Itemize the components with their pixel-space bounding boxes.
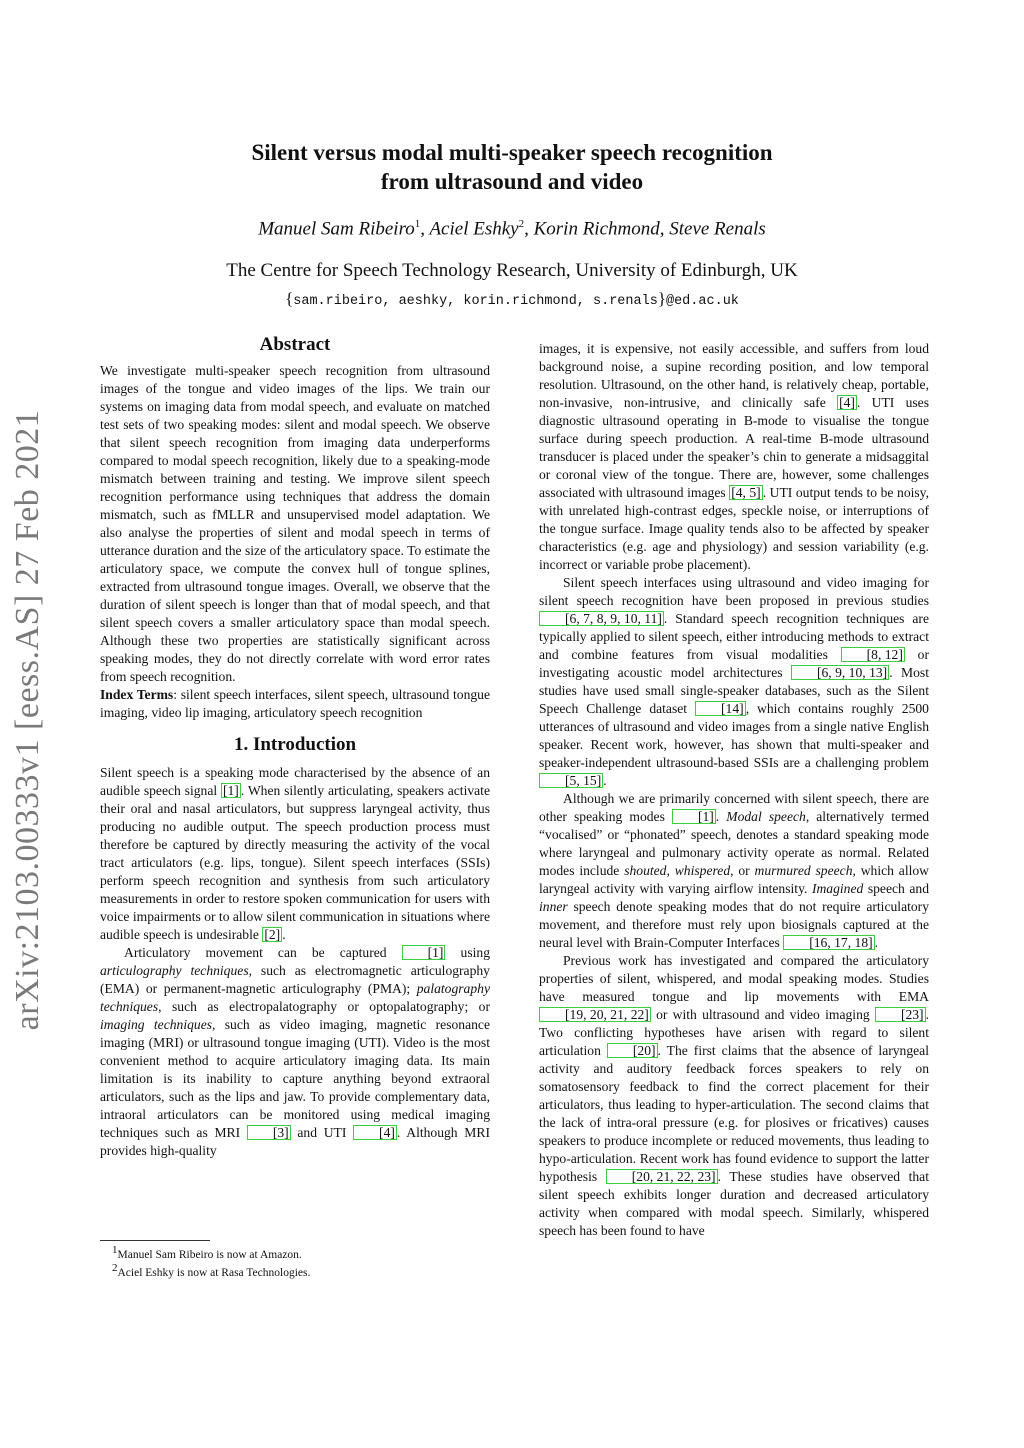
text-run: Articulatory movement can be captured — [124, 945, 402, 960]
emphasis: shouted — [624, 863, 667, 878]
text-run: , or — [730, 863, 755, 878]
text-run: Although we are primarily concerned with silent speech, there are other speaking modes — [539, 791, 929, 824]
right-paragraph-1 — [539, 340, 929, 574]
footnote-marker: 1 — [112, 1244, 118, 1256]
text-run: Silent speech interfaces using ultrasound and video imaging for silent speech recognition have been proposed in previous studies — [539, 575, 929, 608]
emphasis: Modal speech — [726, 809, 806, 824]
arxiv-stamp-text: arXiv:2103.00333v1 [eess.AS] 27 Feb 2021 — [9, 409, 46, 1031]
text-run: . Although MRI provides high-quality — [100, 1125, 490, 1158]
text-run: , such as video imaging, magnetic resonance imaging (MRI) or ultrasound tongue imaging (UTI). Video is the most convenient method to acquire articulatory imaging data. Its main limitation is its inability to capture anything beyond extraoral articulators, such as the lips and jaw. To provide complementary data, intraoral articulators can be monitored using medical imaging techniques such as MRI — [100, 1017, 490, 1140]
emphasis: inner — [539, 899, 568, 914]
citation-link[interactable]: [20] — [607, 1043, 658, 1058]
author-list: Manuel Sam Ribeiro$^1$, Aciel Eshky$^2$, Korin Richmond, Steve Renals — [258, 218, 766, 240]
text-run: using — [445, 945, 490, 960]
right-paragraph-2 — [539, 574, 929, 790]
emphasis: Imagined — [811, 881, 864, 896]
citation-link[interactable]: [6, 9, 10, 13] — [791, 665, 889, 680]
title-line-2: from ultrasound and video — [380, 169, 644, 194]
citation-link[interactable]: [4] — [839, 395, 855, 410]
text-run: . Two conflicting hypotheses have arisen with regard to silent articulation — [539, 1007, 929, 1058]
text-run: and UTI — [290, 1125, 354, 1140]
text-run: . UTI output tends to be noisy, with unrelated high-contrast edges, speckle noise, or interruptions of the tongue surface. Image quality tends also to be affected by speaker characteristics (e.g. age and physiology) and session variability (e.g. incorrect or variable probe placement). — [539, 485, 929, 572]
text-run: , which contains roughly 2500 utterances of ultrasound and video images from a single native English speaker. Recent work, however, has shown that multi-speaker and speaker-independent ultrasound-based SSIs are a challenging problem — [539, 701, 929, 770]
emphasis: imaging techniques — [100, 1017, 213, 1032]
citation-link[interactable]: [5, 15] — [539, 773, 603, 788]
text-run: , such as electromagnetic articulography (EMA) or permanent-magnetic articulography (PMA); — [100, 963, 490, 996]
citation-link[interactable]: [4] — [353, 1125, 397, 1140]
title-line-1: Silent versus modal multi-speaker speech recognition — [251, 140, 773, 165]
author-2: Aciel Eshky — [429, 218, 519, 240]
text-run: . The first claims that the absence of laryngeal activity and auditory feedback forces speakers to rely on somatosensory feedback to find the correct placement for their articulators, thus leading to hyper-articulation. The second claims that the lack of intra-oral pressure (e.g. for plosives or fricatives) causes speakers to produce incomplete or reduced movements, thus leading to hypo-articulation. Recent work has found evidence to support the latter hypothesis — [539, 1043, 929, 1184]
paper-title — [150, 138, 874, 196]
citation-link[interactable]: [3] — [247, 1125, 291, 1140]
email-domain: @ed.ac.uk — [665, 294, 739, 309]
citation-link[interactable]: [2] — [264, 927, 281, 942]
footnote-1 — [112, 1244, 302, 1261]
citation-link[interactable]: [19, 20, 21, 22] — [539, 1007, 651, 1022]
left-column — [100, 336, 490, 1160]
abstract-heading: Abstract — [259, 334, 331, 355]
text-run: . These studies have observed that silent speech exhibits longer duration and decreased articulatory activity when compared with modal speech. Similarly, whispered speech has been found to have — [539, 1169, 929, 1238]
citation-link[interactable]: [1] — [402, 945, 446, 960]
citation-link[interactable]: [16, 17, 18] — [783, 935, 874, 950]
right-column — [539, 340, 929, 1240]
author-1-sup: 1 — [414, 218, 421, 230]
citation-link[interactable]: [8, 12] — [841, 647, 905, 662]
author-2-sup: 2 — [518, 218, 525, 230]
author-1: Manuel Sam Ribeiro — [258, 218, 415, 240]
abstract-text: We investigate multi-speaker speech recognition from ultrasound images of the tongue and video images of the lips. We train our systems on imaging data from modal speech, and evaluate on matched test sets of two speaking modes: silent and modal speech. We observe that silent speech recognition from imaging data underperforms compared to modal speech recognition, likely due to a speaking-mode mismatch between training and testing. We improve silent speech recognition performance using techniques that address the domain mismatch, such as fMLLR and unsupervised model adaptation. We also analyse the properties of silent and modal speech in terms of utterance duration and the size of the articulatory space. To estimate the articulatory space, we compute the convex hull of tongue splines, extracted from ultrasound tongue images. Overall, we observe that the duration of silent speech is longer than that of modal speech, and that silent speech covers a smaller articulatory space than modal speech. Although these two properties are statistically significant across speaking modes, they do not directly correlate with word error rates from speech recognition. — [100, 363, 490, 684]
index-terms-label: Index Terms — [100, 687, 174, 702]
text-run: , — [666, 863, 675, 878]
citation-link[interactable]: [1] — [672, 809, 716, 824]
text-run: . When silently articulating, speakers activate their oral and nasal articulators, but suppress laryngeal activity, thus producing no audible output. The speech production process must therefore be captured by directly measuring the activity of the vocal tract articulators (e.g. lips, tongue). Silent speech interfaces (SSIs) perform speech recognition and synthesis from such articulatory measurements in order to restore spoken communication for users with voice impairments or to allow silent communication in situations where audible speech is undesirable — [100, 783, 490, 942]
emphasis: whispered — [674, 863, 731, 878]
footnote-rule — [100, 1240, 210, 1241]
emphasis: murmured speech — [754, 863, 853, 878]
text-run: , which allow laryngeal activity with varying airflow intensity. — [539, 863, 929, 896]
text-run: or with ultrasound and video imaging — [650, 1007, 875, 1022]
citation-link[interactable]: [6, 7, 8, 9, 10, 11] — [539, 611, 664, 626]
citation-link[interactable]: [20, 21, 22, 23] — [606, 1169, 718, 1184]
citation-link[interactable]: [1] — [222, 783, 239, 798]
text-run: . — [603, 773, 607, 788]
footnote-2 — [112, 1262, 310, 1279]
footnote-text: Aciel Eshky is now at Rasa Technologies. — [117, 1266, 311, 1279]
text-run: . — [874, 935, 879, 950]
intro-paragraph-1 — [100, 764, 490, 944]
text-run: . Most studies have used small single-speaker databases, such as the Silent Speech Challenge dataset — [539, 665, 929, 716]
intro-heading: 1. Introduction — [233, 734, 357, 755]
author-rest: , Korin Richmond, Steve Renals — [524, 218, 766, 240]
intro-paragraph-2 — [100, 944, 490, 1160]
text-run: . UTI uses diagnostic ultrasound operating in B-mode to visualise the tongue surface during speech production. A real-time B-mode ultrasound transducer is placed under the speaker’s chin to generate a midsaggital or coronal view of the tongue. There are, however, some challenges associated with ultrasound images — [539, 395, 929, 500]
right-paragraph-3 — [539, 790, 929, 952]
footnote-marker: 2 — [112, 1262, 118, 1274]
text-run: Silent speech is a speaking mode characterised by the absence of an audible speech signal — [100, 765, 490, 798]
emphasis: palatography techniques — [100, 981, 490, 1014]
citation-link[interactable]: [4, 5] — [731, 485, 761, 500]
text-run: images, it is expensive, not easily accessible, and suffers from loud background noise, a supine recording position, and low temporal resolution. Ultrasound, on the other hand, is relatively cheap, portable, non-invasive, non-intrusive, and clinically safe — [539, 341, 929, 410]
text-run: Previous work has investigated and compared the articulatory properties of silent, whispered, and modal speaking modes. Studies have measured tongue and lip movements with EMA — [539, 953, 929, 1004]
citation-link[interactable]: [14] — [695, 701, 746, 716]
text-run: speech denote speaking modes that do not require articulatory movement, and therefore must rely upon biosignals captured at the neural level with Brain-Computer Interfaces — [539, 899, 929, 950]
text-run: speech and — [863, 881, 929, 896]
text-run: , alternatively termed “vocalised” or “phonated” speech, denotes a standard speaking mode where laryngeal and pulmonary activity operate as normal. Related modes include — [539, 809, 930, 878]
email-names: sam.ribeiro, aeshky, korin.richmond, s.renals — [293, 294, 658, 309]
text-run: . — [715, 809, 727, 824]
index-terms-text: : silent speech interfaces, silent speech, ultrasound tongue imaging, video lip imaging, articulatory speech recognition — [100, 687, 490, 720]
text-run: . — [282, 927, 286, 942]
affiliation: The Centre for Speech Technology Research, University of Edinburgh, UK — [226, 260, 798, 281]
index-terms — [100, 686, 490, 722]
right-paragraph-4 — [539, 952, 929, 1240]
footnote-text: Manuel Sam Ribeiro is now at Amazon. — [117, 1248, 302, 1261]
email-line: {sam.ribeiro, aeshky, korin.richmond, s.renals}@ed.ac.uk — [285, 289, 739, 309]
text-run: , such as electropalatography or optopalatography; or — [158, 999, 490, 1014]
emphasis: articulography techniques — [100, 963, 249, 978]
text-run: . Standard speech recognition techniques are typically applied to silent speech, either introducing methods to extract and combine features from visual modalities — [539, 611, 929, 662]
text-run: or investigating acoustic model architectures — [539, 647, 929, 680]
citation-link[interactable]: [23] — [875, 1007, 926, 1022]
